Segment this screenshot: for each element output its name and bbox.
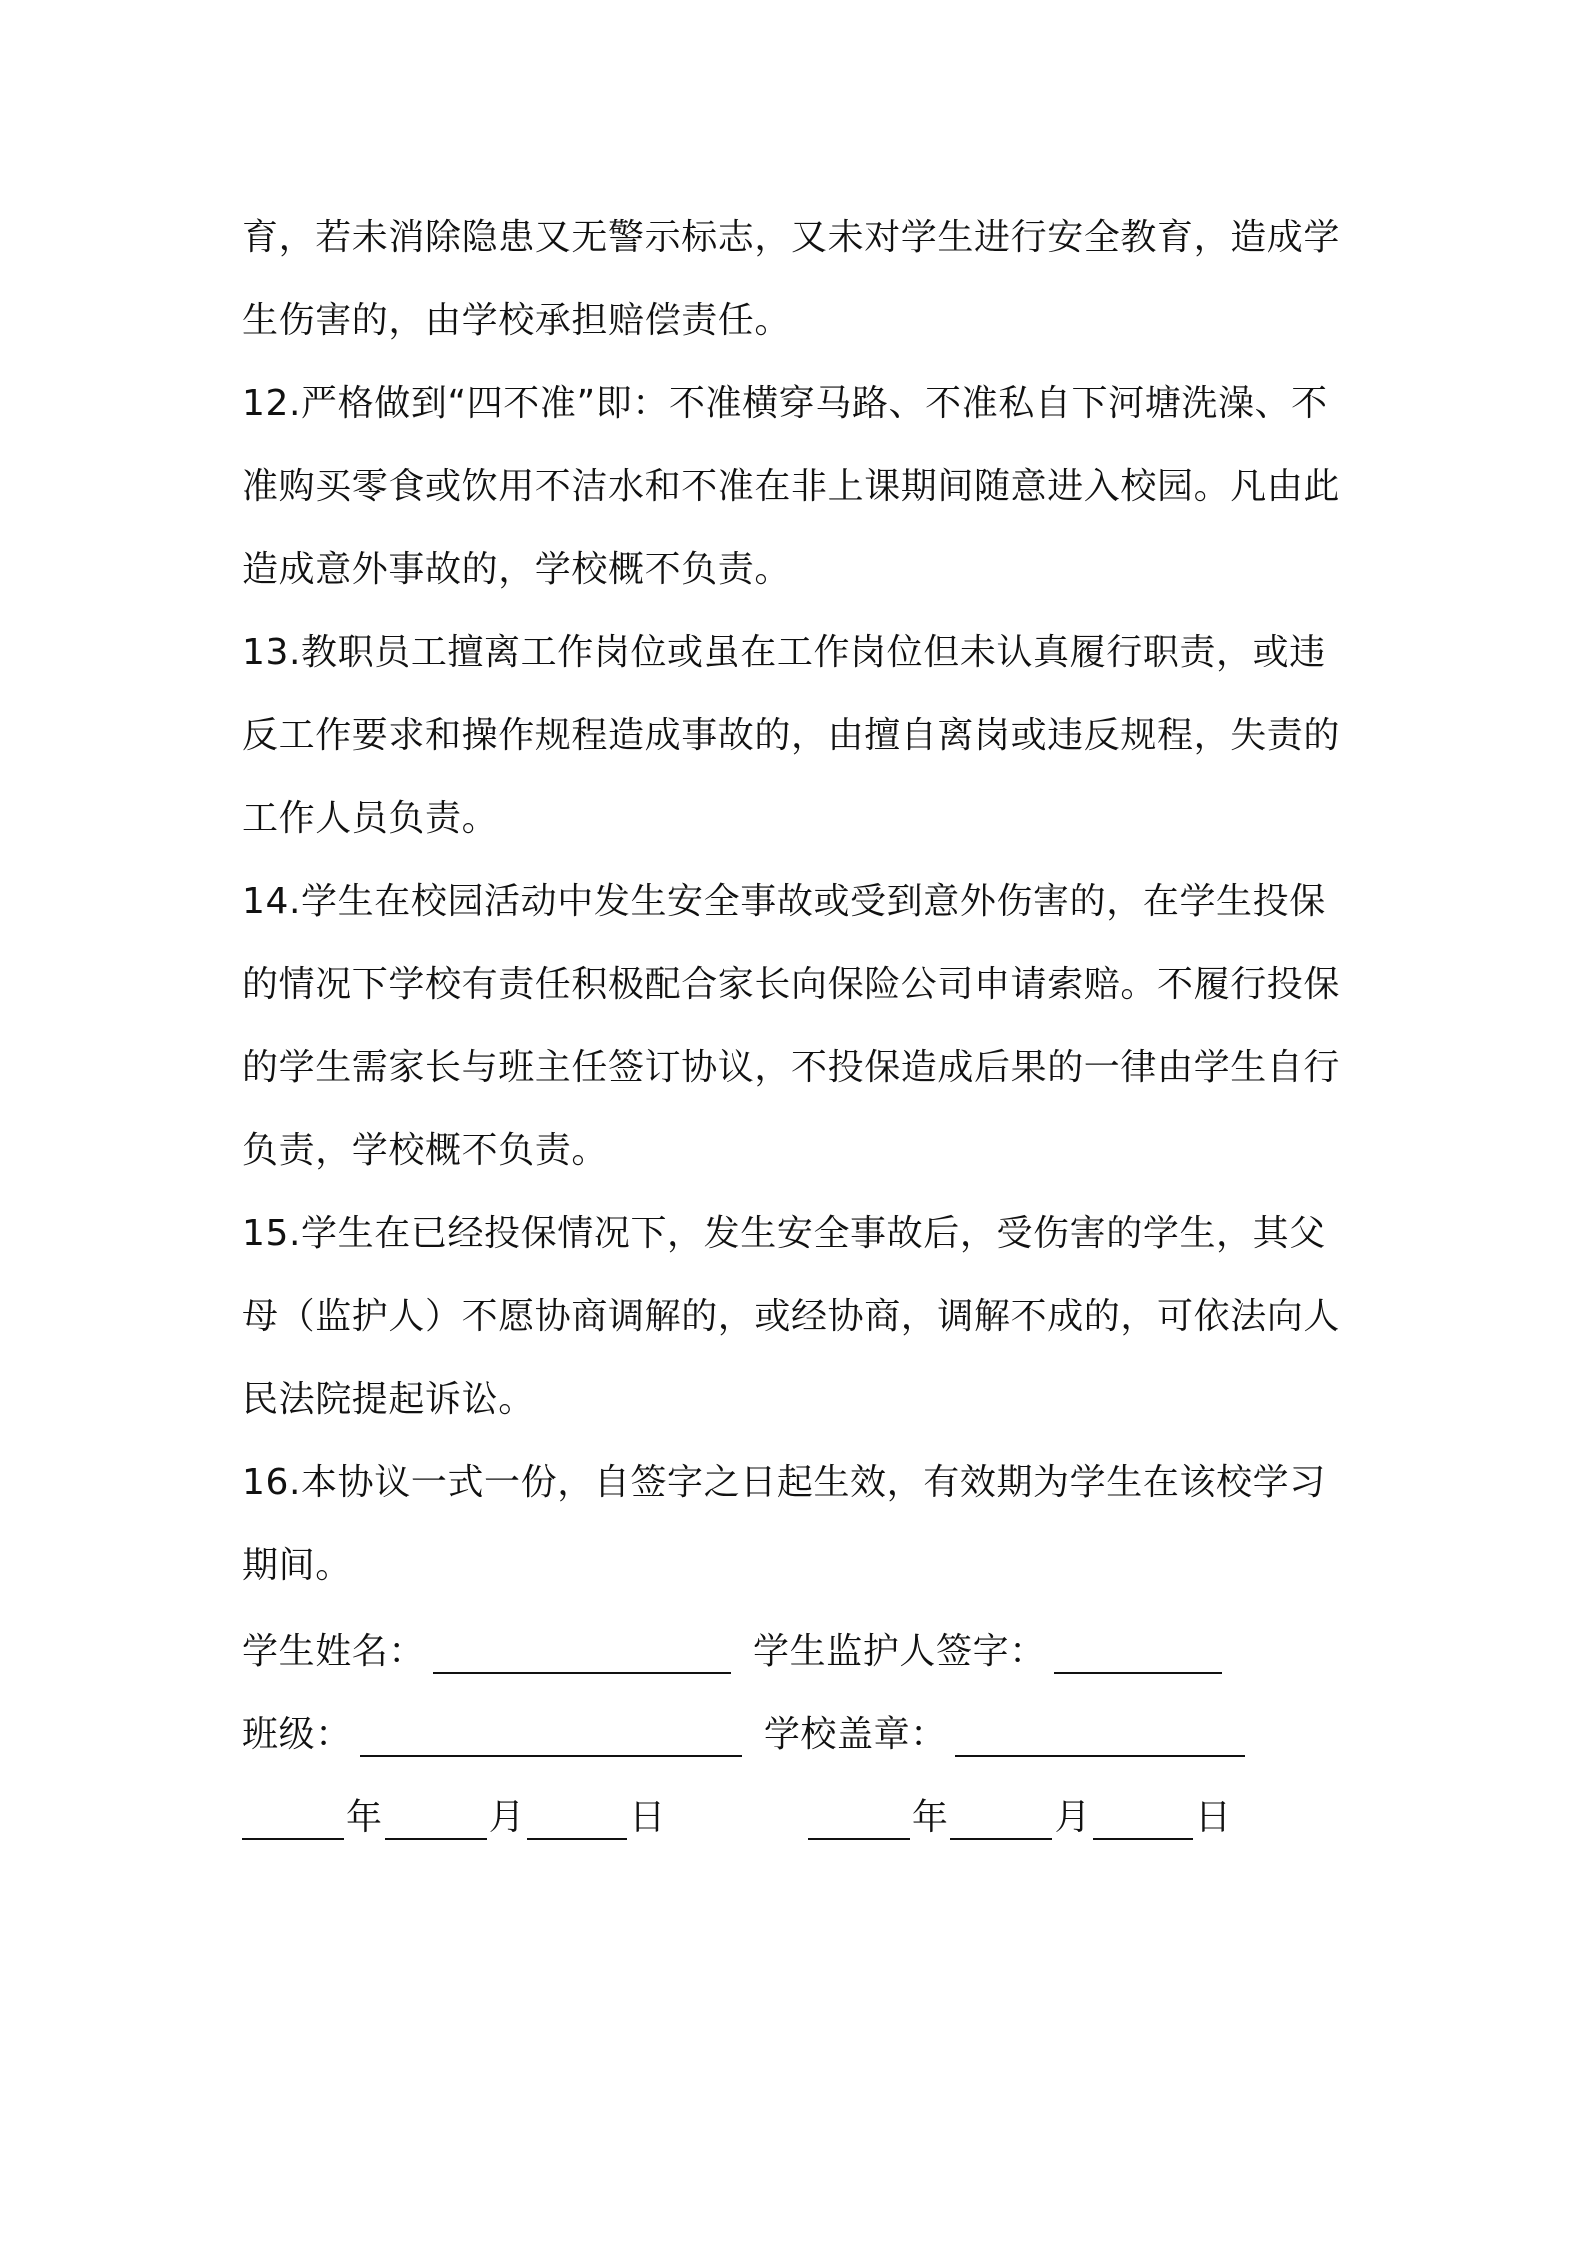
- month-label-right: 月: [1054, 1797, 1092, 1838]
- paragraph-continuation: 育，若未消除隐患又无警示标志，又未对学生进行安全教育，造成学生伤害的，由学校承担赔偿责任。: [242, 217, 1341, 341]
- student-name-blank[interactable]: [433, 1644, 731, 1674]
- signature-row-2: [242, 1690, 1352, 1773]
- month-label-left: 月: [488, 1797, 526, 1838]
- year-label-right: 年: [911, 1797, 949, 1838]
- clause-13: 13.教职员工擅离工作岗位或虽在工作岗位但未认真履行职责，或违反工作要求和操作规程造成事故的，由擅自离岗或违反规程，失责的工作人员负责。: [242, 632, 1341, 839]
- clause-12: 12.严格做到“四不准”即：不准横穿马路、不准私自下河塘洗澡、不准购买零食或饮用不洁水和不准在非上课期间随意进入校园。凡由此造成意外事故的，学校概不负责。: [242, 383, 1341, 590]
- guardian-sign-label: 学生监护人签字：: [753, 1631, 1046, 1672]
- class-blank[interactable]: [360, 1727, 742, 1757]
- clause-15: 15.学生在已经投保情况下，发生安全事故后，受伤害的学生，其父母（监护人）不愿协商调解的，或经协商，调解不成的，可依法向人民法院提起诉讼。: [242, 1213, 1341, 1420]
- year-blank-left[interactable]: [242, 1810, 344, 1840]
- school-seal-blank[interactable]: [955, 1727, 1245, 1757]
- clause-16: 16.本协议一式一份，自签字之日起生效，有效期为学生在该校学习期间。: [242, 1462, 1326, 1586]
- date-right: [808, 1789, 1234, 1840]
- month-blank-left[interactable]: [385, 1810, 487, 1840]
- month-blank-right[interactable]: [950, 1810, 1052, 1840]
- day-label-left: 日: [629, 1797, 666, 1838]
- document-body: [242, 196, 1352, 1856]
- year-label-left: 年: [346, 1797, 383, 1838]
- guardian-sign-blank[interactable]: [1054, 1644, 1222, 1674]
- day-blank-left[interactable]: [527, 1810, 627, 1840]
- signature-row-1: [242, 1607, 1352, 1690]
- guardian-sign-field: [753, 1623, 1222, 1674]
- date-row: [242, 1773, 1352, 1856]
- student-name-label: 学生姓名：: [242, 1631, 426, 1672]
- class-field: [242, 1706, 742, 1757]
- class-label: 班级：: [242, 1714, 352, 1755]
- clause-14: 14.学生在校园活动中发生安全事故或受到意外伤害的，在学生投保的情况下学校有责任积极配合家长向保险公司申请索赔。不履行投保的学生需家长与班主任签订协议，不投保造成后果的一律由学生自行负责，学校概不负责。: [242, 881, 1341, 1171]
- student-name-field: [242, 1623, 731, 1674]
- day-blank-right[interactable]: [1093, 1810, 1193, 1840]
- date-left: [242, 1789, 668, 1840]
- school-seal-field: [764, 1706, 1245, 1757]
- school-seal-label: 学校盖章：: [763, 1714, 947, 1755]
- year-blank-right[interactable]: [808, 1810, 910, 1840]
- day-label-right: 日: [1195, 1797, 1232, 1838]
